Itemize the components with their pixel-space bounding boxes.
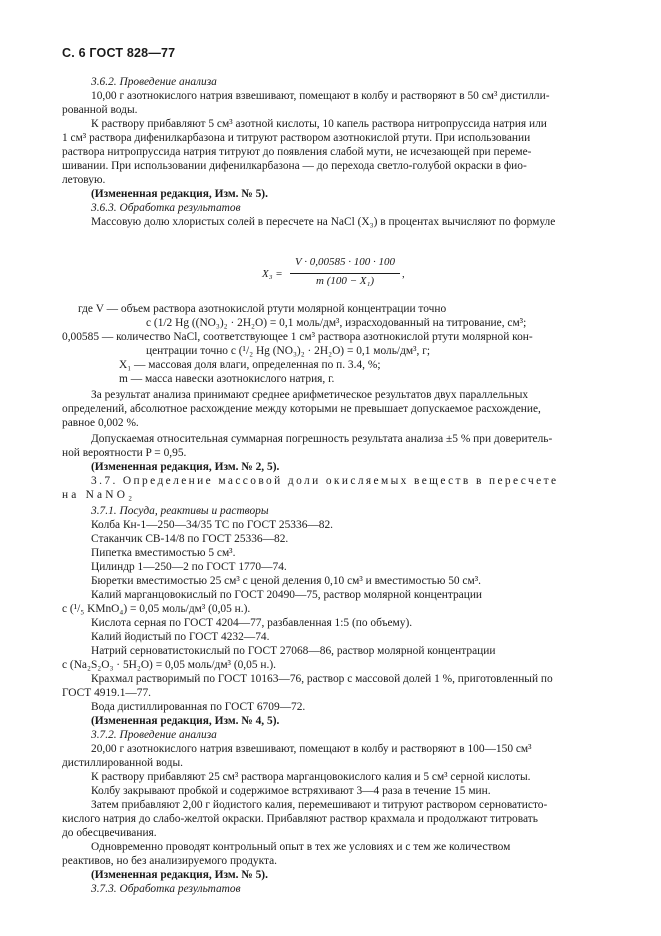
list-item: c (Na₂S₂O₃ · 5H₂O) = 0,05 моль/дм³ (0,05 н.).: [62, 659, 276, 671]
section-heading: 3.7.3. Обработка результатов: [91, 883, 241, 895]
definition-line: X₁ — массовая доля влаги, определенная по п. 3.4, %;: [119, 359, 381, 371]
paragraph-line: Одновременно проводят контрольный опыт в тех же условиях и с тем же количеством: [91, 841, 511, 853]
list-item: Цилиндр 1—250—2 по ГОСТ 1770—74.: [91, 561, 287, 573]
definition-line: центрации точно c (¹/₂ Hg (NO₃)₂ · 2H₂O) = 0,1 моль/дм³, г;: [146, 345, 431, 357]
paragraph-line: Затем прибавляют 2,00 г йодистого калия, перемешивают и титруют раствором серноватисто-: [91, 799, 548, 811]
paragraph-line: равное 0,002 %.: [62, 417, 139, 429]
paragraph-line: 1 см³ раствора дифенилкарбазона и титруют раствором азотнокислой ртути. При использовании: [62, 132, 531, 144]
revision-note: (Измененная редакция, Изм. № 2, 5).: [91, 461, 280, 473]
list-item: Кислота серная по ГОСТ 4204—77, разбавленная 1:5 (по объему).: [91, 617, 413, 629]
formula-numerator: V · 0,00585 · 100 · 100: [294, 256, 396, 268]
page-header: С. 6 ГОСТ 828—77: [62, 46, 176, 60]
definition-line: m — масса навески азотнокислого натрия, г.: [119, 373, 335, 385]
paragraph-line: 10,00 г азотнокислого натрия взвешивают, помещают в колбу и растворяют в 50 см³ дистилли-: [91, 90, 550, 102]
paragraph-line: определений, абсолютное расхождение между которыми не превышает допускаемое расхождение,: [62, 403, 541, 415]
paragraph-line: кислого натрия до слабо-желтой окраски. Прибавляют раствор крахмала и продолжают титровать: [62, 813, 538, 825]
fraction-bar: [290, 273, 400, 274]
definition-line: c (1/2 Hg ((NO₃)₂ · 2H₂O) = 0,1 моль/дм³, израсходованный на титрование, см³;: [146, 317, 527, 329]
formula-tail: ,: [402, 268, 405, 280]
paragraph-line: шивании. При использовании дифенилкарбазона — до перехода светло-голубой окраски в фио-: [62, 160, 527, 172]
list-item: Калий йодистый по ГОСТ 4232—74.: [91, 631, 270, 643]
paragraph-line: Колбу закрывают пробкой и содержимое встряхивают 3—4 раза в течение 15 мин.: [91, 785, 491, 797]
paragraph-line: ной вероятности P = 0,95.: [62, 447, 187, 459]
list-item: Калий марганцовокислый по ГОСТ 20490—75, раствор молярной концентрации: [91, 589, 483, 601]
section-title-cont: на NaNO₂: [62, 489, 136, 501]
section-heading: 3.7.1. Посуда, реактивы и растворы: [91, 505, 269, 517]
paragraph-line: реактивов, но без анализируемого продукта.: [62, 855, 278, 867]
section-heading: 3.6.2. Проведение анализа: [91, 76, 217, 88]
paragraph-line: дистиллированной воды.: [62, 757, 183, 769]
definition-line: где V — объем раствора азотнокислой ртути молярной концентрации точно: [78, 303, 447, 315]
section-heading: 3.6.3. Обработка результатов: [91, 202, 241, 214]
revision-note: (Измененная редакция, Изм. № 4, 5).: [91, 715, 280, 727]
paragraph-line: К раствору прибавляют 25 см³ раствора марганцовокислого калия и 5 см³ серной кислоты.: [91, 771, 531, 783]
list-item: Пипетка вместимостью 5 см³.: [91, 547, 236, 559]
section-title: 3.7. Определение массовой доли окисляемых веществ в пересчете: [91, 475, 559, 487]
revision-note: (Измененная редакция, Изм. № 5).: [91, 188, 268, 200]
paragraph-line: За результат анализа принимают среднее арифметическое результатов двух параллельных: [91, 389, 529, 401]
list-item: Стаканчик СВ-14/8 по ГОСТ 25336—82.: [91, 533, 289, 545]
list-item: ГОСТ 4919.1—77.: [62, 687, 152, 699]
paragraph-line: раствора нитропруссида натрия титруют до появления слабой мути, не исчезающей при переме-: [62, 146, 532, 158]
paragraph-line: Массовую долю хлористых солей в пересчете на NaCl (X₃) в процентах вычисляют по формуле: [91, 216, 556, 228]
list-item: Бюретки вместимостью 25 см³ с ценой деления 0,10 см³ и вместимостью 50 см³.: [91, 575, 481, 587]
paragraph-line: К раствору прибавляют 5 см³ азотной кислоты, 10 капель раствора нитропруссида натрия или: [91, 118, 547, 130]
paragraph-line: рованной воды.: [62, 104, 138, 116]
list-item: Вода дистиллированная по ГОСТ 6709—72.: [91, 701, 306, 713]
paragraph-line: летовую.: [62, 174, 106, 186]
list-item: Крахмал растворимый по ГОСТ 10163—76, раствор с массовой долей 1 %, приготовленный по: [91, 673, 553, 685]
list-item: Колба Кн-1—250—34/35 ТС по ГОСТ 25336—82.: [91, 519, 334, 531]
paragraph-line: 20,00 г азотнокислого натрия взвешивают, помещают в колбу и растворяют в 100—150 см³: [91, 743, 532, 755]
list-item: c (¹/₅ KMnO₄) = 0,05 моль/дм³ (0,05 н.).: [62, 603, 251, 615]
section-heading: 3.7.2. Проведение анализа: [91, 729, 217, 741]
revision-note: (Измененная редакция, Изм. № 5).: [91, 869, 268, 881]
list-item: Натрий серноватистокислый по ГОСТ 27068—86, раствор молярной концентрации: [91, 645, 496, 657]
formula-lhs: X₃ =: [262, 268, 283, 280]
paragraph-line: до обесцвечивания.: [62, 827, 157, 839]
formula-denominator: m (100 − X₁): [316, 275, 374, 287]
paragraph-line: Допускаемая относительная суммарная погрешность результата анализа ±5 % при доверитель-: [91, 433, 553, 445]
definition-line: 0,00585 — количество NaCl, соответствующее 1 см³ раствора азотнокислой ртути молярной кон-: [62, 331, 533, 343]
